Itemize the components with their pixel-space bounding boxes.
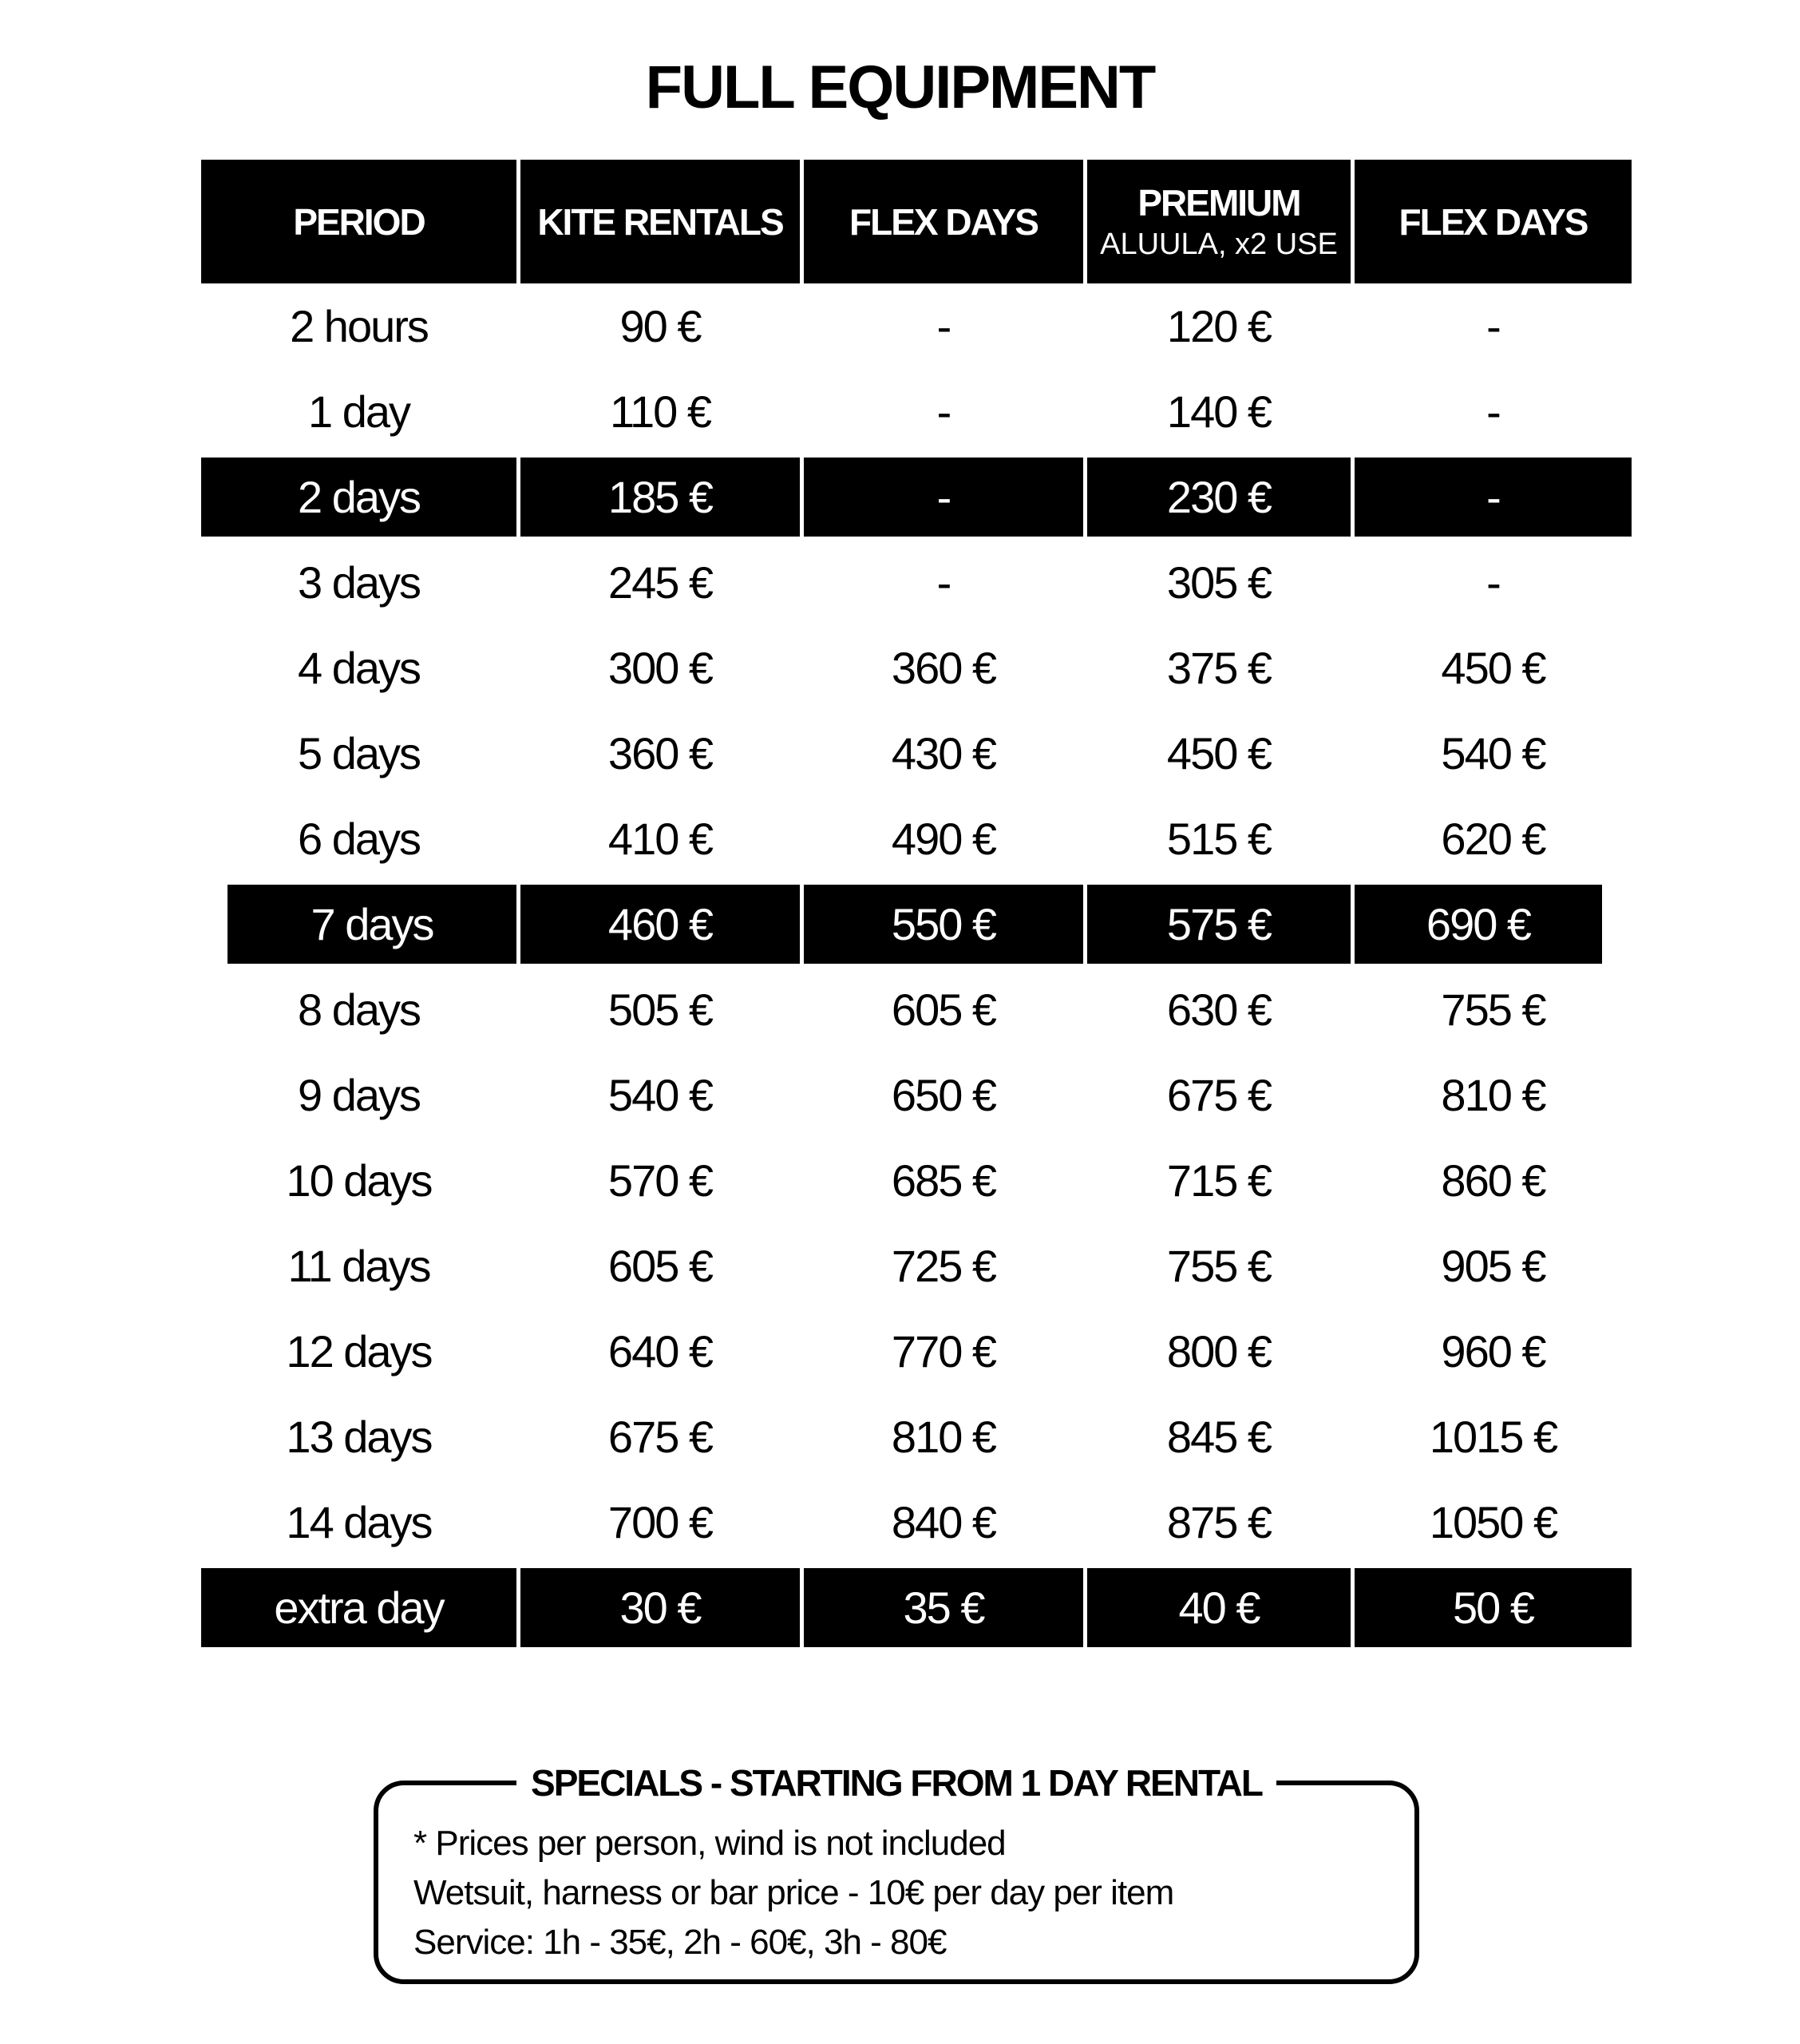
period-cell: 9 days: [298, 1070, 420, 1120]
kite-price-cell: 245 €: [607, 557, 713, 608]
header-kite-rentals: [520, 160, 800, 283]
premium-price-cell: 845 €: [1166, 1412, 1272, 1462]
table-row: [0, 369, 1800, 454]
premium-flex-price-cell: 905 €: [1441, 1241, 1545, 1291]
premium-price-cell: 800 €: [1166, 1326, 1272, 1377]
specials-box: [374, 1762, 1419, 1984]
table-row: [0, 1480, 1800, 1565]
specials-title-wrap: [378, 1755, 1414, 1811]
flex-price-cell: 810 €: [891, 1412, 996, 1462]
period-cell: 7 days: [227, 885, 516, 964]
period-cell: 13 days: [286, 1412, 432, 1462]
flex-price-cell: 490 €: [891, 814, 996, 864]
period-cell: 4 days: [298, 643, 420, 693]
kite-price-cell: 675 €: [607, 1412, 713, 1462]
table-row: [0, 1052, 1800, 1138]
premium-price-cell: 450 €: [1166, 728, 1272, 778]
premium-flex-price-cell: 690 €: [1355, 885, 1602, 964]
premium-flex-price-cell: 450 €: [1441, 643, 1545, 693]
kite-price-cell: 110 €: [610, 386, 710, 437]
premium-price-cell: 630 €: [1166, 984, 1272, 1035]
header-premium-sublabel: ALUULA, x2 USE: [1100, 228, 1338, 261]
kite-price-cell: 300 €: [607, 643, 713, 693]
flex-price-cell: 685 €: [891, 1155, 996, 1206]
header-flex-days: [804, 160, 1083, 283]
header-period-label: PERIOD: [293, 200, 425, 243]
premium-flex-price-cell: -: [1486, 386, 1500, 437]
header-premium: [1087, 160, 1351, 283]
specials-title: SPECIALS - STARTING FROM 1 DAY RENTAL: [516, 1762, 1276, 1804]
period-cell: 8 days: [298, 984, 420, 1035]
price-table: [0, 160, 1800, 1650]
header-premium-label: PREMIUM: [1137, 182, 1300, 224]
specials-line-gear: Wetsuit, harness or bar price - 10€ per day per item: [413, 1873, 1174, 1912]
period-cell: 2 hours: [290, 301, 428, 351]
flex-price-cell: -: [936, 301, 951, 351]
period-cell: 12 days: [286, 1326, 432, 1377]
kite-price-cell: 410 €: [607, 814, 713, 864]
table-row: [0, 625, 1800, 711]
flex-price-cell: 840 €: [891, 1497, 996, 1547]
specials-lines: [413, 1819, 1173, 1967]
flex-price-cell: 35 €: [804, 1568, 1083, 1647]
period-cell: 3 days: [298, 557, 420, 608]
page-title: FULL EQUIPMENT: [645, 53, 1155, 121]
table-row: [0, 1309, 1800, 1394]
flex-price-cell: 725 €: [891, 1241, 996, 1291]
flex-price-cell: 430 €: [891, 728, 996, 778]
flex-price-cell: 650 €: [891, 1070, 996, 1120]
premium-price-cell: 305 €: [1166, 557, 1272, 608]
period-cell: 6 days: [298, 814, 420, 864]
premium-price-cell: 515 €: [1166, 814, 1272, 864]
kite-price-cell: 460 €: [520, 885, 800, 964]
premium-price-cell: 40 €: [1087, 1568, 1351, 1647]
flex-price-cell: -: [936, 557, 951, 608]
period-cell: 2 days: [201, 458, 516, 537]
flex-price-cell: 550 €: [804, 885, 1083, 964]
premium-price-cell: 230 €: [1087, 458, 1351, 537]
header-kite-rentals-label: KITE RENTALS: [537, 200, 783, 243]
premium-flex-price-cell: 1050 €: [1429, 1497, 1557, 1547]
period-cell: 5 days: [298, 728, 420, 778]
premium-price-cell: 375 €: [1166, 643, 1272, 693]
header-period: [201, 160, 516, 283]
flex-price-cell: 360 €: [891, 643, 996, 693]
kite-price-cell: 570 €: [607, 1155, 713, 1206]
period-cell: extra day: [201, 1568, 516, 1647]
premium-flex-price-cell: 540 €: [1441, 728, 1545, 778]
premium-flex-price-cell: -: [1486, 557, 1500, 608]
period-cell: 14 days: [286, 1497, 432, 1547]
kite-price-cell: 505 €: [607, 984, 713, 1035]
premium-price-cell: 140 €: [1166, 386, 1272, 437]
premium-price-cell: 875 €: [1166, 1497, 1272, 1547]
premium-flex-price-cell: -: [1486, 301, 1500, 351]
table-row: [0, 283, 1800, 369]
premium-price-cell: 675 €: [1166, 1070, 1272, 1120]
period-cell: 11 days: [287, 1241, 430, 1291]
flex-price-cell: -: [804, 458, 1083, 537]
premium-flex-price-cell: 1015 €: [1429, 1412, 1557, 1462]
table-row-highlighted: [0, 454, 1800, 540]
header-flex-days-label: FLEX DAYS: [849, 200, 1038, 243]
kite-price-cell: 605 €: [607, 1241, 713, 1291]
table-row-highlighted: [0, 881, 1800, 967]
flex-price-cell: -: [936, 386, 951, 437]
table-row: [0, 1394, 1800, 1480]
premium-flex-price-cell: -: [1355, 458, 1632, 537]
kite-price-cell: 30 €: [520, 1568, 800, 1647]
header-premium-flex-days-label: FLEX DAYS: [1398, 200, 1588, 243]
premium-price-cell: 755 €: [1166, 1241, 1272, 1291]
table-row: [0, 1223, 1800, 1309]
kite-price-cell: 90 €: [619, 301, 701, 351]
table-row: [0, 796, 1800, 881]
flex-price-cell: 770 €: [891, 1326, 996, 1377]
table-row: [0, 967, 1800, 1052]
period-cell: 10 days: [286, 1155, 432, 1206]
premium-flex-price-cell: 755 €: [1441, 984, 1545, 1035]
table-header-row: [0, 160, 1800, 283]
premium-flex-price-cell: 860 €: [1441, 1155, 1545, 1206]
premium-flex-price-cell: 810 €: [1441, 1070, 1545, 1120]
table-row: [0, 1138, 1800, 1223]
flex-price-cell: 605 €: [891, 984, 996, 1035]
header-premium-flex-days: [1355, 160, 1632, 283]
specials-line-service: Service: 1h - 35€, 2h - 60€, 3h - 80€: [413, 1923, 947, 1962]
table-row-extra-day: [0, 1565, 1800, 1650]
kite-price-cell: 640 €: [607, 1326, 713, 1377]
premium-price-cell: 575 €: [1087, 885, 1351, 964]
specials-line-prices: * Prices per person, wind is not included: [413, 1824, 1006, 1863]
kite-price-cell: 360 €: [607, 728, 713, 778]
premium-flex-price-cell: 620 €: [1441, 814, 1545, 864]
premium-price-cell: 715 €: [1166, 1155, 1272, 1206]
table-row: [0, 540, 1800, 625]
kite-price-cell: 540 €: [607, 1070, 713, 1120]
period-cell: 1 day: [308, 386, 409, 437]
table-row: [0, 711, 1800, 796]
kite-price-cell: 185 €: [520, 458, 800, 537]
kite-price-cell: 700 €: [607, 1497, 713, 1547]
premium-price-cell: 120 €: [1166, 301, 1272, 351]
premium-flex-price-cell: 50 €: [1355, 1568, 1632, 1647]
premium-flex-price-cell: 960 €: [1441, 1326, 1545, 1377]
